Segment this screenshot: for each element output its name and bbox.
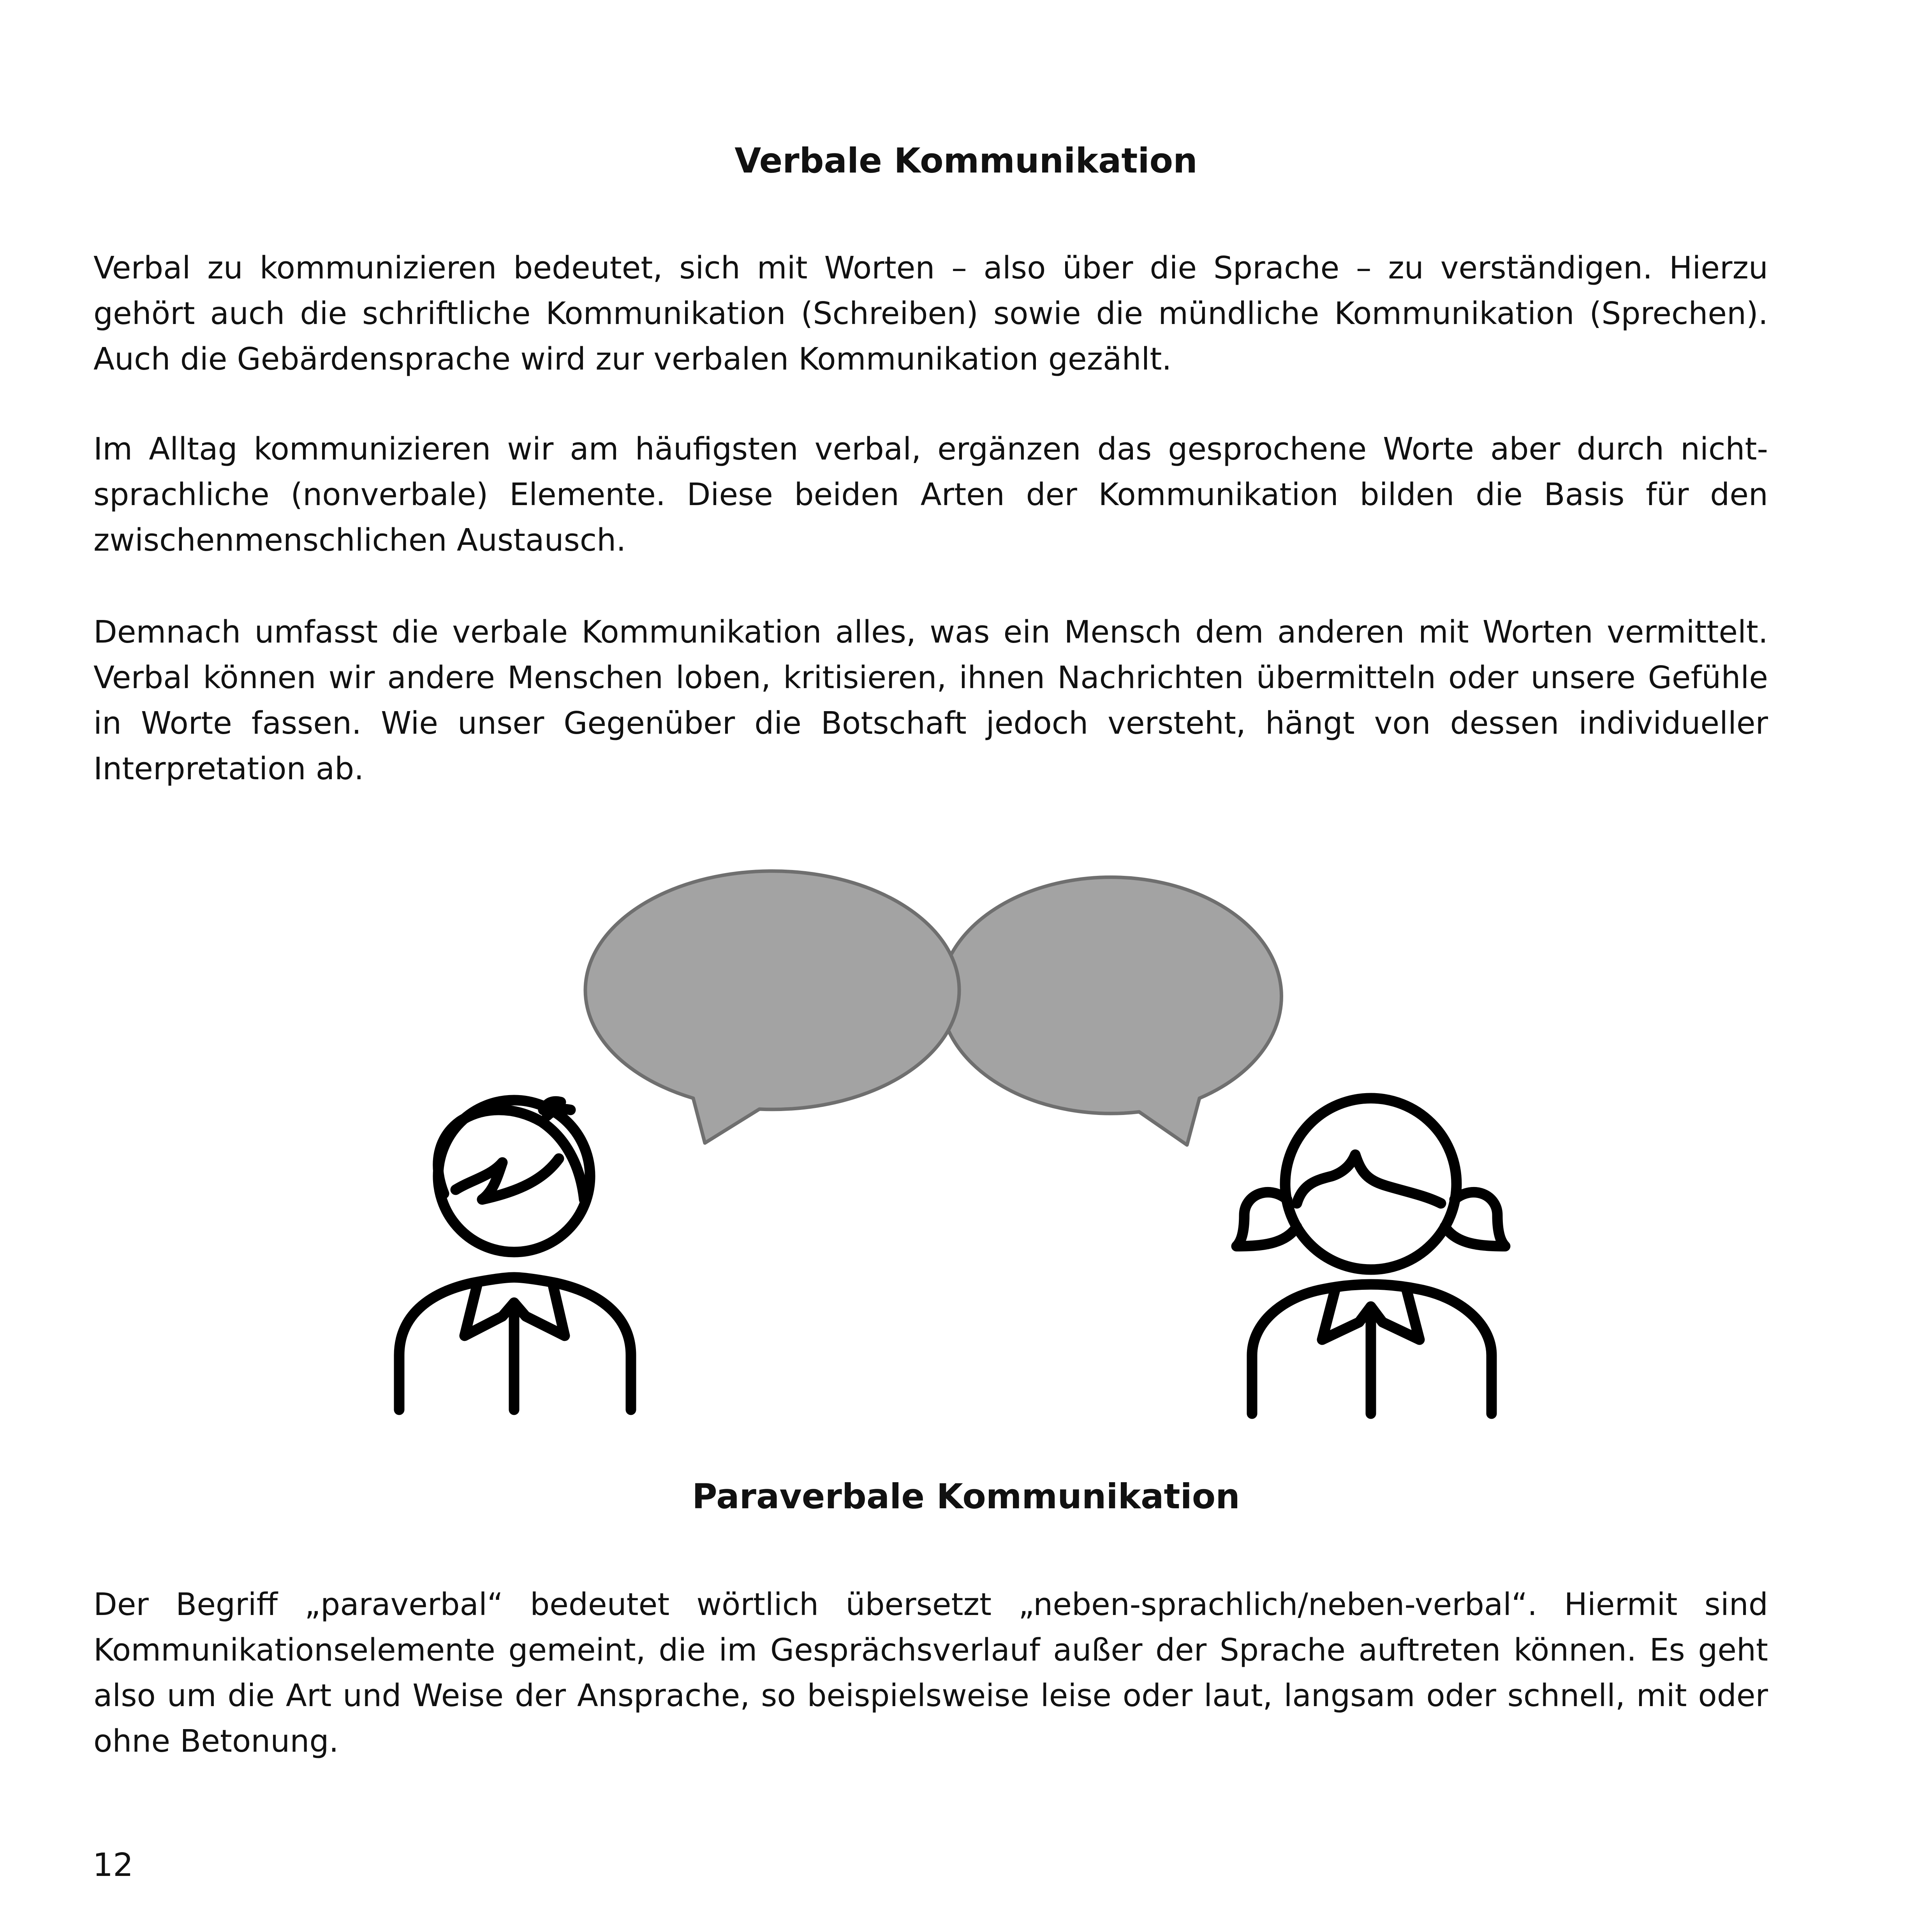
boy-icon: [399, 1100, 631, 1410]
page-number: 12: [93, 1847, 134, 1884]
paragraph: Demnach umfasst die verbale Kommunikation alles, was ein Mensch dem anderen mit Worten vermittelt. Verbal können wir andere Menschen loben, kritisieren, ihnen Nachrichten übermitteln oder unsere Gefühle in Worte fassen. Wie unser Gegenüber die Botschaft jedoch versteht, hängt von dessen individueller Interpretation ab.: [93, 614, 1768, 787]
paragraph: Im Alltag kommunizieren wir am häufigsten verbal, ergänzen das gesprochene Worte aber durch nichtsprachliche (nonverbale) Elemente. Diese beiden Arten der Kommunikation bilden die Basis für den zwischenmenschlichen Austausch.: [93, 431, 1768, 558]
girl-icon: [1236, 1098, 1505, 1414]
speech-bubbles: [585, 871, 1281, 1145]
speech-bubble-left-icon: [585, 871, 959, 1143]
paragraph: Verbal zu kommunizieren bedeutet, sich mit Worten – also über die Sprache – zu verständigen. Hierzu gehört auch die schriftliche Kommunikation (Schreiben) sowie die mündliche Kommunikation (Sprechen). Auch die Gebärdensprache wird zur verbalen Kommunikation gezählt.: [93, 250, 1768, 377]
paragraph: Der Begriff „paraverbal“ bedeutet wörtlich übersetzt „neben-sprachlich/neben-verbal“. Hiermit sind Kommunikationselemente gemeint, die im Gesprächsverlauf außer der Sprache auftreten können. Es geht also um die Art und Weise der Ansprache, so beispielsweise leise oder laut, langsam oder schnell, mit oder ohne Betonung.: [93, 1587, 1768, 1759]
section-heading-verbal: Verbale Kommunikation: [734, 141, 1198, 181]
speech-bubble-right-icon: [940, 877, 1282, 1145]
section-heading-paraverbal: Paraverbale Kommunikation: [692, 1476, 1240, 1516]
